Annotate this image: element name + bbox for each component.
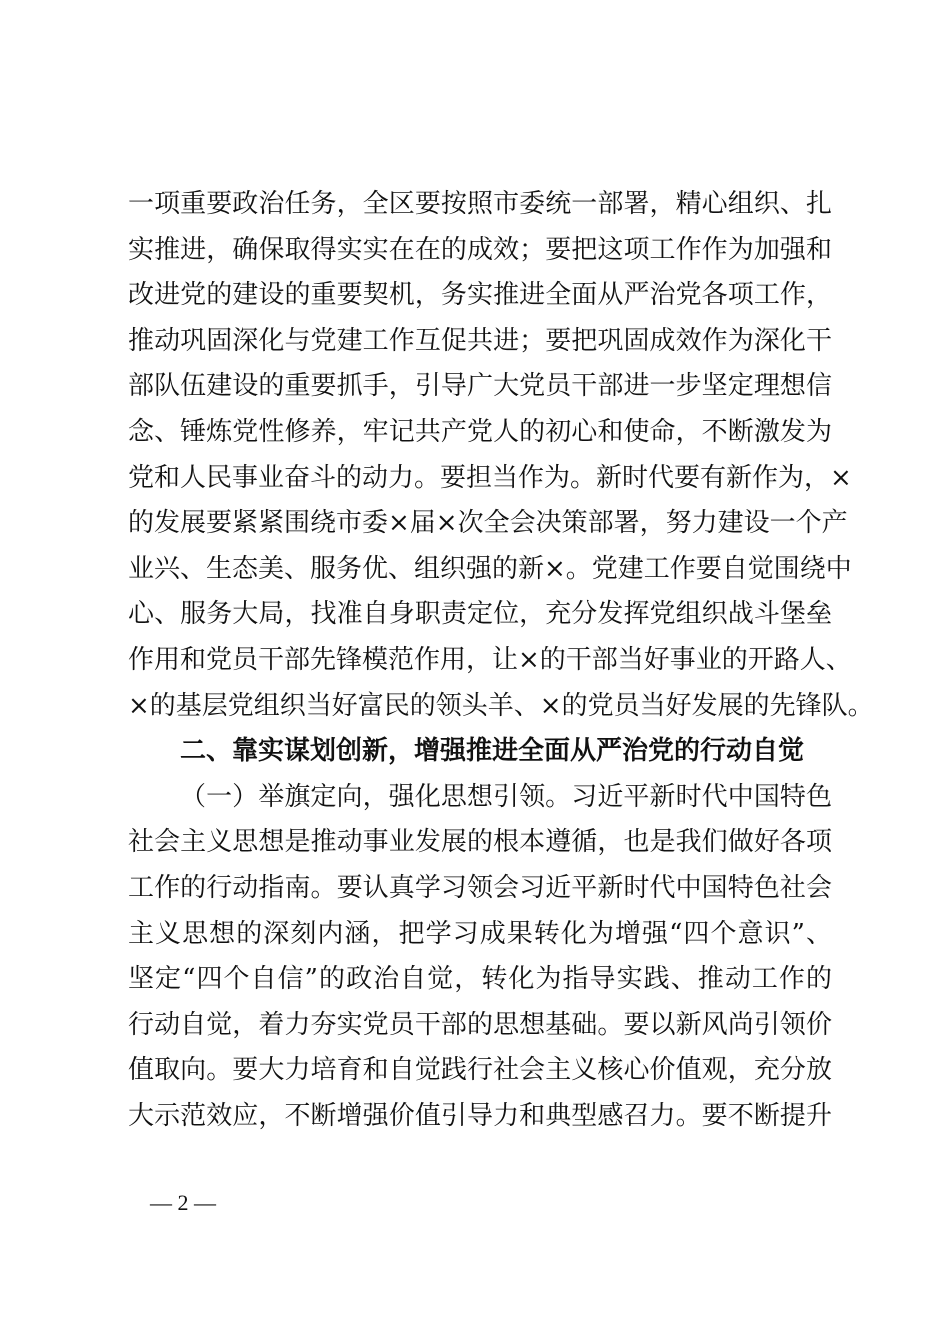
paragraph-1 [128,182,874,729]
text-line: 行动自觉，着力夯实党员干部的思想基础。要以新风尚引领价 [128,1009,832,1040]
text-line: 业兴、生态美、服务优、组织强的新×。党建工作要自觉围绕中 [128,553,852,584]
text-line: 念、锤炼党性修养，牢记共产党人的初心和使命，不断激发为 [128,416,832,447]
text-line: 值取向。要大力培育和自觉践行社会主义核心价值观，充分放 [128,1055,832,1086]
paragraph-2 [128,775,832,1140]
text-line: ×的基层党组织当好富民的领头羊、×的党员当好发展的先锋队。 [128,690,874,721]
text-line: 推动巩固深化与党建工作互促共进；要把巩固成效作为深化干 [128,325,832,356]
section-heading: 二、靠实谋划创新，增强推进全面从严治党的行动自觉 [180,736,805,767]
text-line: 主义思想的深刻内涵，把学习成果转化为增强“四个意识”、 [128,918,832,949]
text-line: 实推进，确保取得实实在在的成效；要把这项工作作为加强和 [128,234,832,265]
text-line: 坚定“四个自信”的政治自觉，转化为指导实践、推动工作的 [128,964,832,995]
text-line: 的发展要紧紧围绕市委×届×次全会决策部署，努力建设一个产 [128,508,848,539]
document-body [128,182,874,1139]
text-line: 改进党的建设的重要契机，务实推进全面从严治党各项工作， [128,280,832,311]
text-line: 一项重要政治任务，全区要按照市委统一部署，精心组织、扎 [128,189,832,219]
text-line: （一）举旗定向，强化思想引领。习近平新时代中国特色 [180,781,832,812]
text-line: 社会主义思想是推动事业发展的根本遵循，也是我们做好各项 [128,827,832,858]
text-line: 作用和党员干部先锋模范作用，让×的干部当好事业的开路人、 [128,644,852,675]
text-line: 大示范效应，不断增强价值引导力和典型感召力。要不断提升 [128,1100,832,1131]
text-line: 工作的行动指南。要认真学习领会习近平新时代中国特色社会 [128,872,832,903]
text-line: 心、服务大局，找准自身职责定位，充分发挥党组织战斗堡垒 [128,599,832,630]
text-line: 党和人民事业奋斗的动力。要担当作为。新时代要有新作为，× [128,462,852,493]
text-line: 部队伍建设的重要抓手，引导广大党员干部进一步坚定理想信 [128,371,832,402]
page-number: — 2 — [150,1190,216,1215]
